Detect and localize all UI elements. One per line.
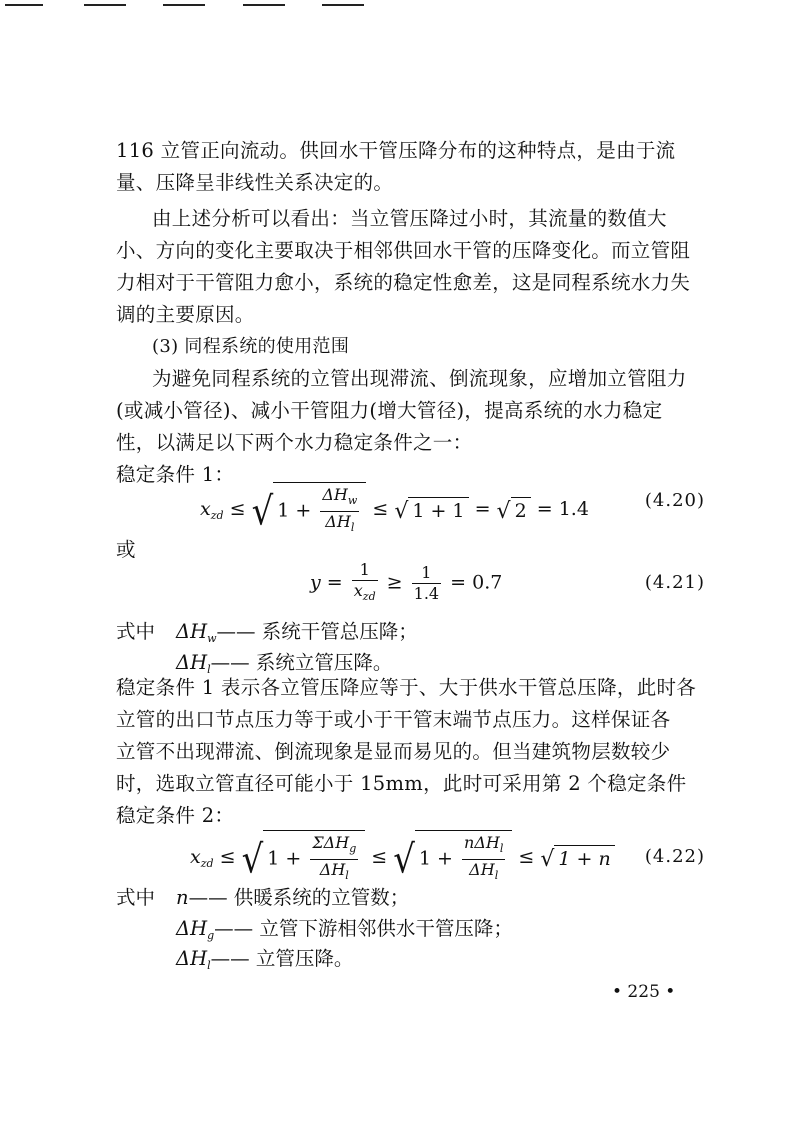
eq422-frac2-num: nΔH bbox=[464, 833, 500, 852]
eq420-frac-den: ΔH bbox=[325, 512, 351, 531]
eq420-sqrt2: √ 1 + 1 bbox=[394, 497, 468, 523]
para2-line2: 小、方向的变化主要取决于相邻供回水干管的压降变化。而立管阻 bbox=[116, 239, 691, 262]
eq421-frac1 bbox=[352, 560, 378, 607]
eq420-rad2: 1 + 1 bbox=[408, 497, 468, 522]
eq420-frac-den-sub: l bbox=[350, 521, 355, 534]
top-rule bbox=[322, 4, 364, 6]
eq421-number: (4.21) bbox=[644, 572, 705, 593]
eq422-frac2-den-sub: l bbox=[494, 869, 499, 882]
eq420-frac-num: ΔH bbox=[322, 485, 348, 504]
eq421-frac2 bbox=[412, 563, 441, 604]
eq422-lhs: x bbox=[190, 846, 201, 868]
top-rule bbox=[243, 4, 285, 6]
where1-def2-sym: ΔH bbox=[176, 651, 208, 674]
where2-def2-sym: ΔH bbox=[176, 917, 208, 940]
where2-def3-sub: l bbox=[207, 959, 211, 972]
where2-def1-text: —— 供暖系统的立管数； bbox=[188, 886, 410, 909]
where1-def1-text: —— 系统干管总压降； bbox=[216, 620, 418, 643]
eq420-lhs-sub: zd bbox=[210, 509, 224, 522]
para4-line1: 稳定条件 1 表示各立管压降应等于、大于供水干管总压降，此时各 bbox=[116, 676, 697, 699]
para2-line1: 由上述分析可以看出：当立管压降过小时，其流量的数值大 bbox=[152, 207, 667, 230]
para2-line3: 力相对于干管阻力愈小，系统的稳定性愈差，这是同程系统水力失 bbox=[116, 271, 691, 294]
eq422-sqrt3: √ 1 + n bbox=[540, 845, 614, 871]
eq422-frac1-den: ΔH bbox=[319, 860, 346, 879]
eq421-frac1-den-sub: zd bbox=[362, 590, 376, 603]
eq421-lhs: y bbox=[310, 571, 321, 594]
where2-def2 bbox=[176, 913, 513, 942]
para2-line4: 调的主要原因。 bbox=[116, 303, 255, 326]
eq422-le2: ≤ bbox=[371, 846, 388, 868]
para1-line2: 量、压降呈非线性关系决定的。 bbox=[116, 171, 394, 194]
eq422-frac1-den-sub: l bbox=[345, 869, 349, 882]
eq422-frac1-num: ΣΔH bbox=[312, 833, 350, 852]
eq422-one-plus2: 1 + bbox=[418, 847, 453, 870]
condition2-label: 稳定条件 2： bbox=[116, 804, 235, 827]
eq422-le1: ≤ bbox=[219, 846, 236, 868]
eq421-ge: ≥ bbox=[386, 571, 403, 594]
equation-4-21 bbox=[310, 560, 502, 607]
para4-line4: 时，选取立管直径可能小于 15mm，此时可采用第 2 个稳定条件 bbox=[116, 772, 687, 795]
page-number: • 225 • bbox=[612, 982, 676, 1002]
top-rule bbox=[163, 4, 205, 6]
where2-def3 bbox=[176, 943, 353, 972]
where2-def1 bbox=[176, 882, 409, 910]
where1-def2-text: —— 系统立管压降。 bbox=[210, 651, 393, 674]
equation-4-22 bbox=[190, 830, 615, 886]
where2-label: 式中 bbox=[116, 886, 156, 909]
where1-def1-sym: ΔH bbox=[176, 620, 208, 643]
where2-def3-text: —— 立管压降。 bbox=[210, 947, 354, 970]
eq421-value: 0.7 bbox=[472, 571, 503, 594]
eq420-sqrt1: √ 1 + $\frac{\Delta H_w}{\Delta H_l}$ bbox=[252, 482, 367, 538]
eq420-eq2: = bbox=[536, 498, 553, 520]
eq421-frac1-den: x bbox=[353, 581, 363, 600]
eq422-sqrt1: √ 1 + $\frac{\Sigma\Delta H_g}{\Delta H_l}$ bbox=[242, 830, 366, 886]
eq420-lhs: x bbox=[200, 498, 211, 520]
equation-4-20 bbox=[200, 482, 589, 538]
eq420-eq1: = bbox=[474, 498, 491, 520]
eq422-rad3: 1 + n bbox=[554, 845, 614, 870]
where2-def2-sub: g bbox=[207, 929, 215, 942]
eq420-one-plus: 1 + bbox=[277, 499, 312, 522]
eq420-sqrt3: √ 2 bbox=[497, 497, 531, 523]
para3-line2: (或减小管径)、减小干管阻力(增大管径)，提高系统的水力稳定 bbox=[116, 399, 663, 422]
eq420-le: ≤ bbox=[229, 498, 246, 520]
eq422-frac2-den: ΔH bbox=[469, 860, 495, 879]
or-text: 或 bbox=[116, 538, 136, 561]
eq422-frac2 bbox=[462, 833, 505, 886]
eq421-frac1-num: 1 bbox=[352, 560, 378, 581]
eq421-eq2: = bbox=[450, 571, 467, 594]
para4-line3: 立管不出现滞流、倒流现象是显而易见的。但当建筑物层数较少 bbox=[116, 740, 671, 763]
eq420-number: (4.20) bbox=[644, 490, 705, 511]
eq422-frac2-num-sub: l bbox=[499, 842, 504, 855]
eq420-frac-num-sub: w bbox=[347, 494, 358, 507]
eq422-frac1 bbox=[310, 833, 358, 886]
where2-def2-text: —— 立管下游相邻供水干管压降； bbox=[214, 917, 513, 940]
eq422-lhs-sub: zd bbox=[200, 857, 214, 870]
section-heading: (3) 同程系统的使用范围 bbox=[152, 336, 350, 357]
where1-label: 式中 bbox=[116, 620, 156, 643]
eq422-frac1-num-sub: g bbox=[349, 842, 357, 855]
top-rule bbox=[5, 4, 43, 6]
para3-line3: 性，以满足以下两个水力稳定条件之一： bbox=[116, 431, 473, 454]
where1-def2-sub: l bbox=[207, 663, 211, 676]
eq420-rad3: 2 bbox=[511, 497, 531, 522]
para3-line1: 为避免同程系统的立管出现滞流、倒流现象，应增加立管阻力 bbox=[152, 367, 687, 390]
para1-line1: 116 立管正向流动。供回水干管压降分布的这种特点，是由于流 bbox=[116, 139, 676, 162]
eq420-frac bbox=[320, 485, 359, 538]
eq422-le3: ≤ bbox=[518, 846, 535, 868]
eq422-number: (4.22) bbox=[644, 846, 705, 867]
eq422-sqrt2: √ 1 + $\frac{n\Delta H_l}{\Delta H_l}$ bbox=[393, 830, 512, 886]
where1-def1-sub: w bbox=[207, 632, 217, 645]
eq421-frac2-num: 1 bbox=[412, 563, 441, 584]
eq422-one-plus1: 1 + bbox=[267, 847, 302, 870]
top-rule bbox=[84, 4, 126, 6]
where2-def1-sym: n bbox=[176, 886, 189, 909]
eq420-le2: ≤ bbox=[372, 498, 389, 520]
eq420-value: 1.4 bbox=[558, 498, 589, 520]
eq421-frac2-den: 1.4 bbox=[413, 584, 440, 603]
para4-line2: 立管的出口节点压力等于或小于干管末端节点压力。这样保证各 bbox=[116, 708, 671, 731]
eq421-eq1: = bbox=[326, 571, 343, 594]
where2-def3-sym: ΔH bbox=[176, 947, 208, 970]
where1-def1 bbox=[176, 616, 418, 645]
condition1-label: 稳定条件 1： bbox=[116, 463, 235, 486]
